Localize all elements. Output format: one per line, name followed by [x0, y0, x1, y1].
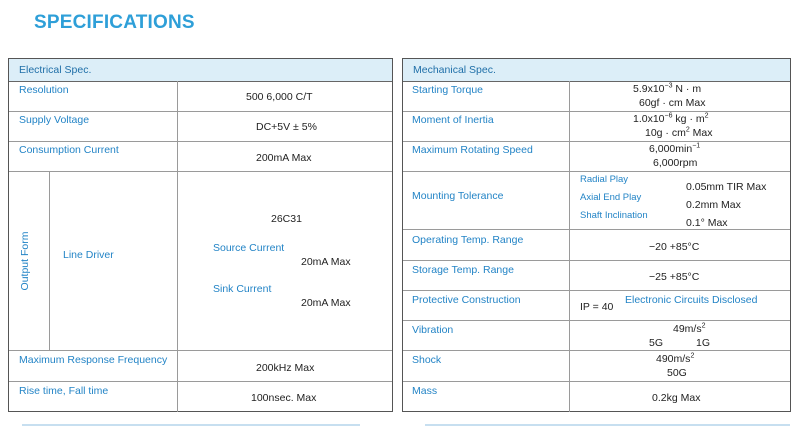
max-rotating-speed-label: Maximum Rotating Speed — [412, 144, 533, 156]
radial-play-label: Radial Play — [580, 174, 629, 185]
storage-temp-value: −25 +85°C — [649, 271, 700, 283]
footer-rule-right — [425, 424, 790, 426]
vibration-value-1: $49m/s^2$ — [673, 322, 706, 335]
shaft-inclination-label: Shaft Inclination — [580, 210, 648, 221]
shaft-inclination-value: 0.1° Max — [686, 217, 728, 229]
vibration-value-2b: 1G — [696, 337, 711, 349]
rise-fall-time-value: 100nsec. Max — [251, 392, 317, 404]
starting-torque-value-1: $5.9x10^{-3}$ N · m — [633, 82, 702, 95]
protective-construction-label: Protective Construction — [412, 294, 521, 306]
electrical-spec-title: Electrical Spec. — [19, 64, 92, 76]
max-rotating-speed-value-1: $6,000\min^{-1}$ — [649, 142, 701, 155]
starting-torque-label: Starting Torque — [412, 84, 484, 96]
vibration-label: Vibration — [412, 324, 454, 336]
line-driver-ic-value: 26C31 — [271, 213, 302, 225]
source-current-value: 20mA Max — [301, 256, 351, 268]
moment-of-inertia-value-2: $10g \cdot cm^2$ Max — [645, 126, 713, 139]
source-current-label: Source Current — [213, 242, 285, 254]
shock-value-2: 50G — [667, 367, 687, 379]
resolution-value: 500 6,000 C/T — [246, 91, 313, 103]
mechanical-spec-header — [403, 59, 790, 82]
supply-voltage-value: DC+5V ± 5% — [256, 121, 317, 133]
resolution-label: Resolution — [19, 84, 69, 96]
radial-play-value: 0.05mm TIR Max — [686, 181, 767, 193]
sink-current-value: 20mA Max — [301, 297, 351, 309]
consumption-current-label: Consumption Current — [19, 144, 119, 156]
sink-current-label: Sink Current — [213, 283, 272, 295]
page-title: SPECIFICATIONS — [34, 12, 195, 33]
mechanical-spec-table — [402, 58, 791, 412]
operating-temp-value: −20 +85°C — [649, 241, 700, 253]
max-response-frequency-label: Maximum Response Frequency — [19, 354, 168, 366]
electrical-spec-header — [9, 59, 392, 82]
rise-fall-time-label: Rise time, Fall time — [19, 385, 109, 397]
mass-label: Mass — [412, 385, 438, 397]
mechanical-spec-title: Mechanical Spec. — [413, 64, 496, 76]
consumption-current-value: 200mA Max — [256, 152, 312, 164]
supply-voltage-label: Supply Voltage — [19, 114, 90, 126]
starting-torque-value-2: 60gf · cm Max — [639, 97, 706, 109]
mass-value: 0.2kg Max — [652, 392, 701, 404]
shock-label: Shock — [412, 354, 442, 366]
axial-end-play-value: 0.2mm Max — [686, 199, 741, 211]
storage-temp-label: Storage Temp. Range — [412, 264, 514, 276]
output-form-label: Output Form — [19, 231, 31, 291]
electrical-spec-table — [8, 58, 393, 412]
footer-rule-left — [22, 424, 360, 426]
moment-of-inertia-value-1: $1.0x10^{-6}$ kg · $m^2$ — [633, 112, 709, 125]
protective-construction-value: IP = 40 — [580, 301, 614, 313]
line-driver-label: Line Driver — [63, 249, 114, 261]
protective-construction-note: Electronic Circuits Disclosed — [625, 294, 758, 306]
operating-temp-label: Operating Temp. Range — [412, 234, 524, 246]
shock-value-1: $490m/s^2$ — [656, 352, 695, 365]
max-response-frequency-value: 200kHz Max — [256, 362, 315, 374]
axial-end-play-label: Axial End Play — [580, 192, 642, 203]
mounting-tolerance-label: Mounting Tolerance — [412, 190, 504, 202]
max-rotating-speed-value-2: 6,000rpm — [653, 157, 698, 169]
vibration-value-2a: 5G — [649, 337, 664, 349]
moment-of-inertia-label: Moment of Inertia — [412, 114, 494, 126]
